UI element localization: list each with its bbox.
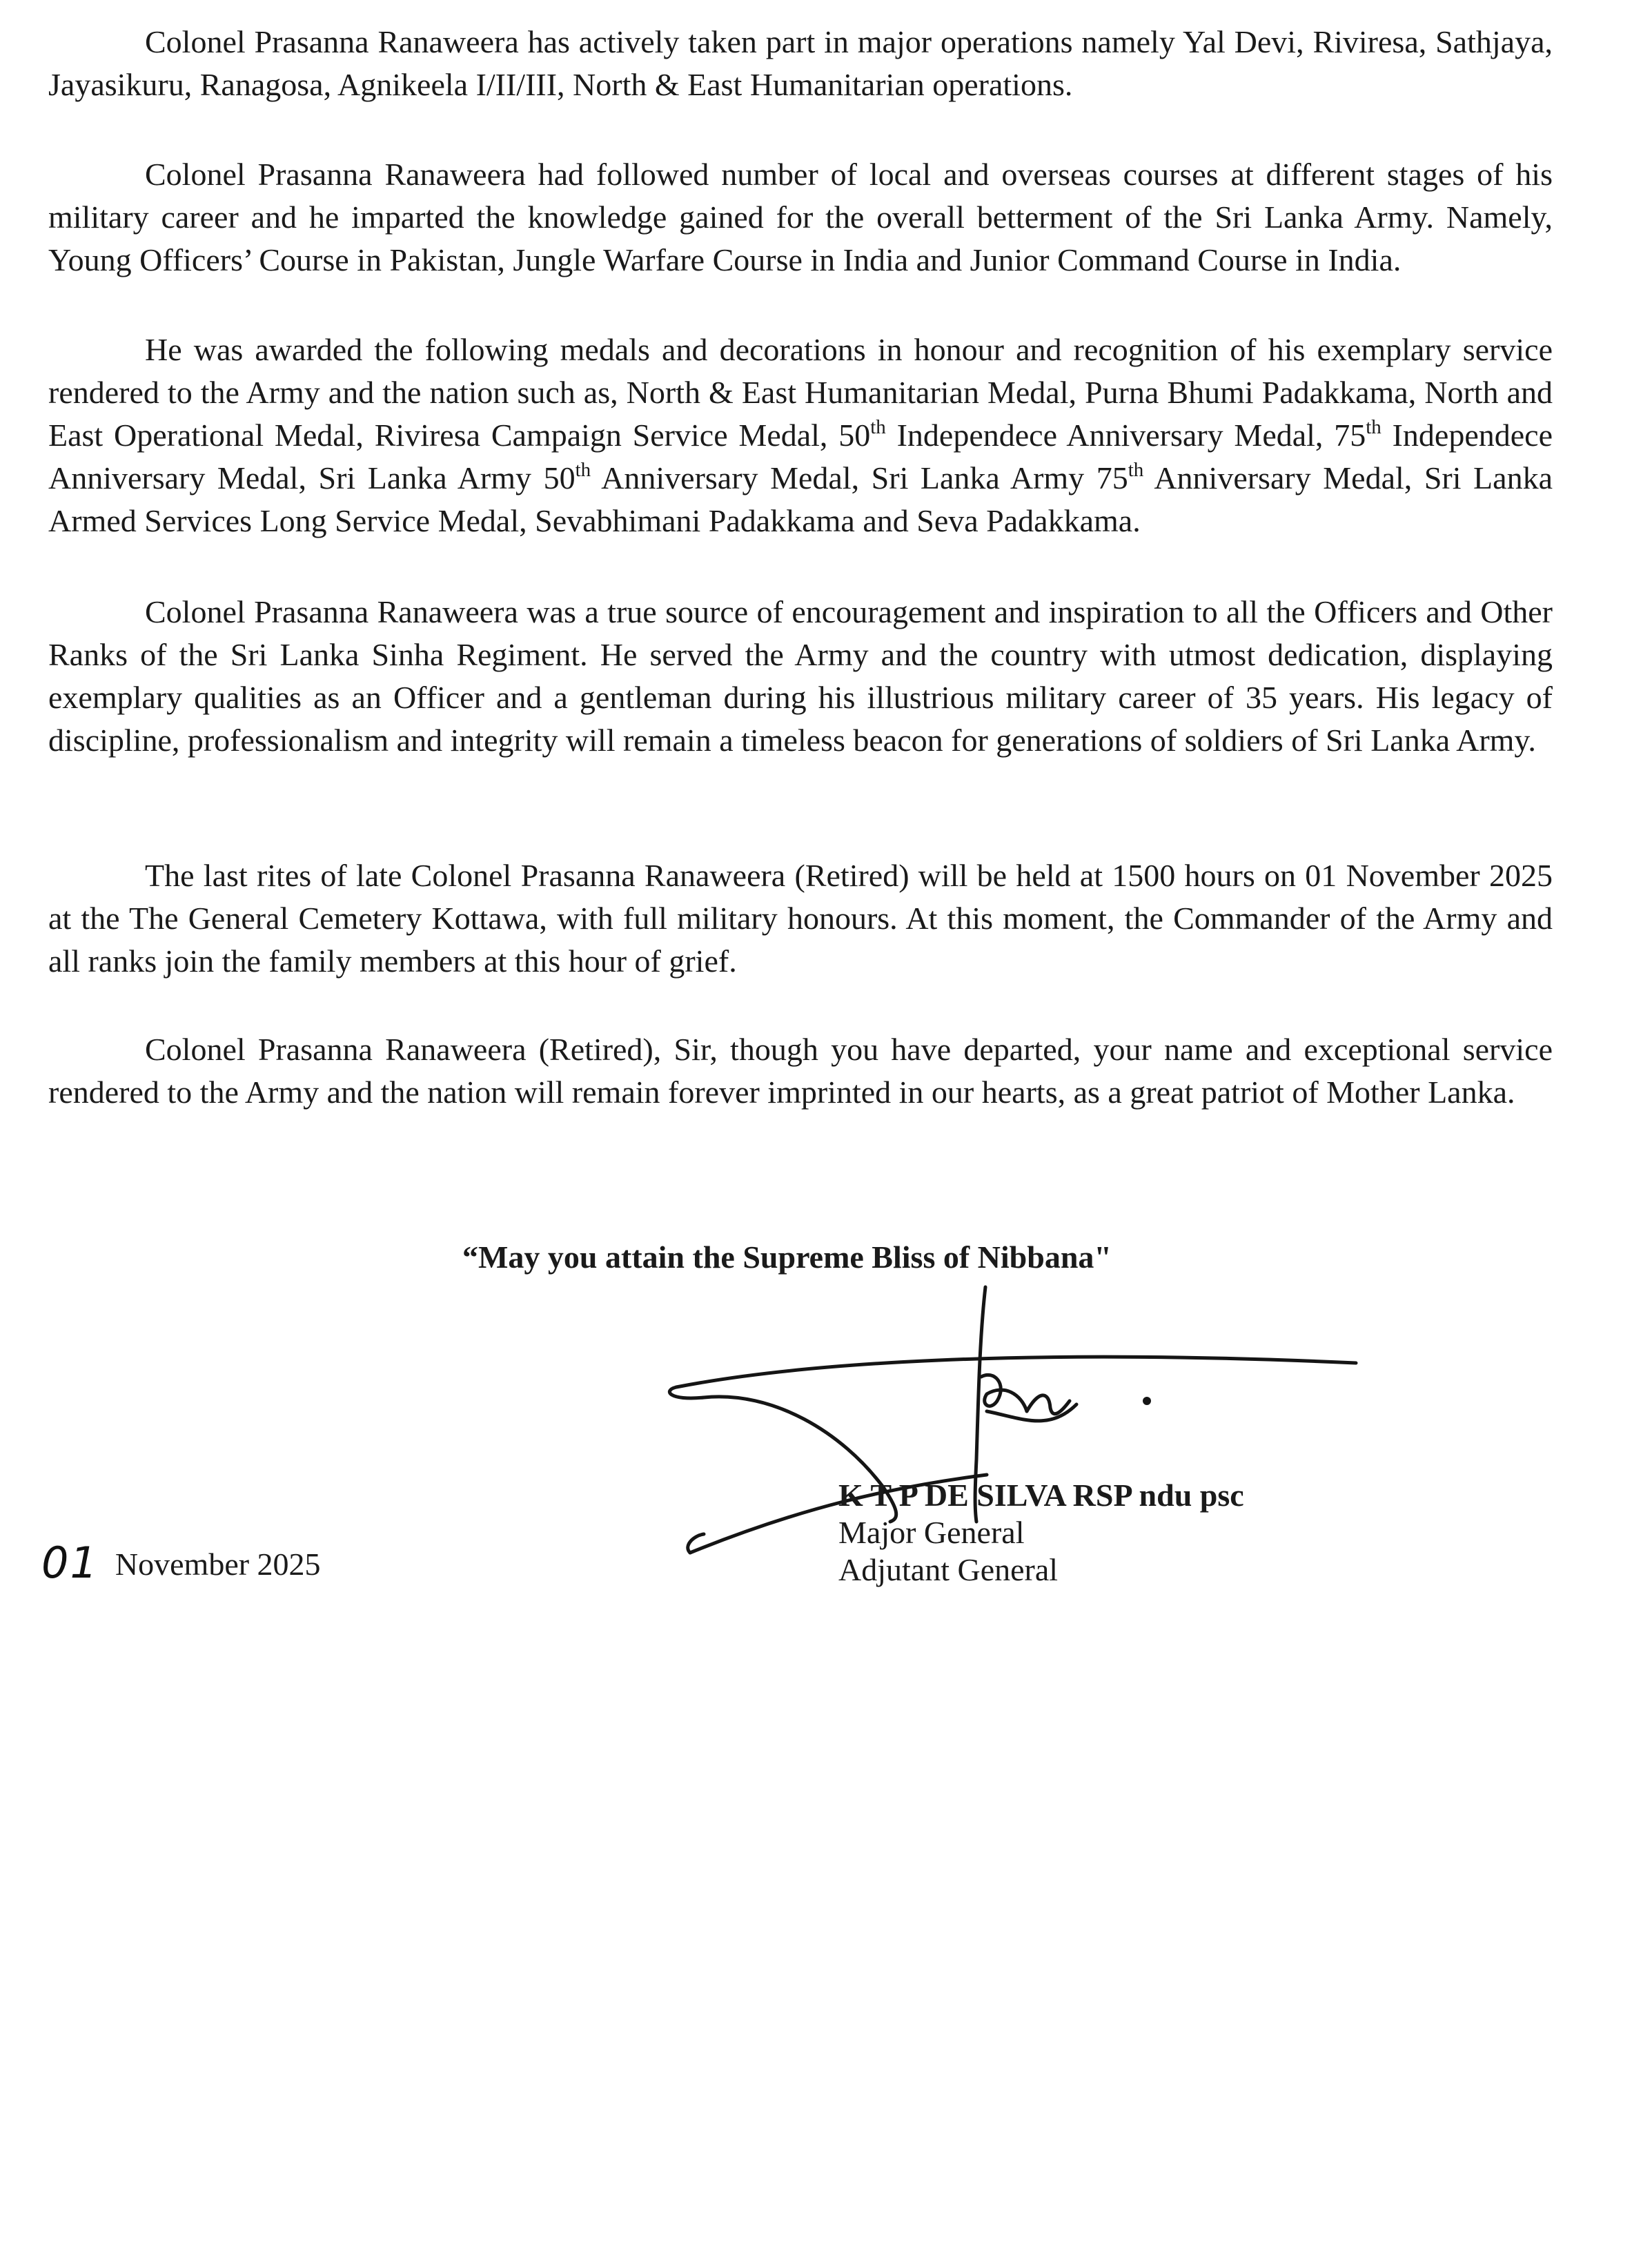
document-date <box>41 1538 321 1588</box>
closing-blessing: “May you attain the Supreme Bliss of Nibbana" <box>462 1239 1112 1275</box>
ordinal-suffix: th <box>1366 416 1381 438</box>
paragraph-medals <box>48 328 1553 542</box>
medals-text-2: Independece Anniversary Medal, 75 <box>885 418 1366 453</box>
date-month-year: November 2025 <box>115 1547 321 1582</box>
signatory-name: K T P DE SILVA RSP ndu psc <box>838 1478 1244 1513</box>
signatory-appointment: Adjutant General <box>838 1552 1059 1587</box>
medals-text-3: Independece Anniversary Medal, Sri Lanka Army 50 <box>48 418 1553 495</box>
ordinal-suffix: th <box>870 416 886 438</box>
ordinal-suffix: th <box>1128 459 1144 481</box>
paragraph-courses: Colonel Prasanna Ranaweera had followed number of local and overseas courses at different stages of his military career and he imparted the knowledge gained for the overall betterment of the Sri Lanka Army. Namely, Young Officers’ Course in Pakistan, Jungle Warfare Course in India and Junior Command Course in India. <box>48 157 1553 277</box>
ordinal-suffix: th <box>575 459 591 481</box>
paragraph-farewell: Colonel Prasanna Ranaweera (Retired), Sir, though you have departed, your name and exceptional service rendered to the Army and the nation will remain forever imprinted in our hearts, as a great patriot of Mother Lanka. <box>48 1032 1553 1110</box>
signatory-rank: Major General <box>838 1515 1025 1550</box>
signature-block <box>838 1477 1244 1589</box>
handwritten-day: 01 <box>41 1538 99 1588</box>
medals-text-5: Anniversary Medal, Sri Lanka Armed Services Long Service Medal, Sevabhimani Padakkama and Seva Padakkama. <box>48 460 1553 538</box>
paragraph-tribute: Colonel Prasanna Ranaweera was a true source of encouragement and inspiration to all the Officers and Other Ranks of the Sri Lanka Sinha Regiment. He served the Army and the country with utmost dedication, displaying exemplary qualities as an Officer and a gentleman during his illustrious military career of 35 years. His legacy of discipline, professionalism and integrity will remain a timeless beacon for generations of soldiers of Sri Lanka Army. <box>48 594 1553 758</box>
medals-text-4: Anniversary Medal, Sri Lanka Army 75 <box>591 460 1128 495</box>
paragraph-operations: Colonel Prasanna Ranaweera has actively taken part in major operations namely Yal Devi, Riviresa, Sathjaya, Jayasikuru, Ranagosa, Agnikeela I/II/III, North & East Humanitarian operations. <box>48 24 1553 102</box>
paragraph-last-rites: The last rites of late Colonel Prasanna Ranaweera (Retired) will be held at 1500 hours on 01 November 2025 at the The General Cemetery Kottawa, with full military honours. At this moment, the Commander of the Army and all ranks join the family members at this hour of grief. <box>48 858 1553 979</box>
medals-text-1: He was awarded the following medals and decorations in honour and recognition of his exemplary service rendered to the Army and the nation such as, North & East Humanitarian Medal, Purna Bhumi Padakkama, North and East Operational Medal, Riviresa Campaign Service Medal, 50 <box>48 332 1553 453</box>
